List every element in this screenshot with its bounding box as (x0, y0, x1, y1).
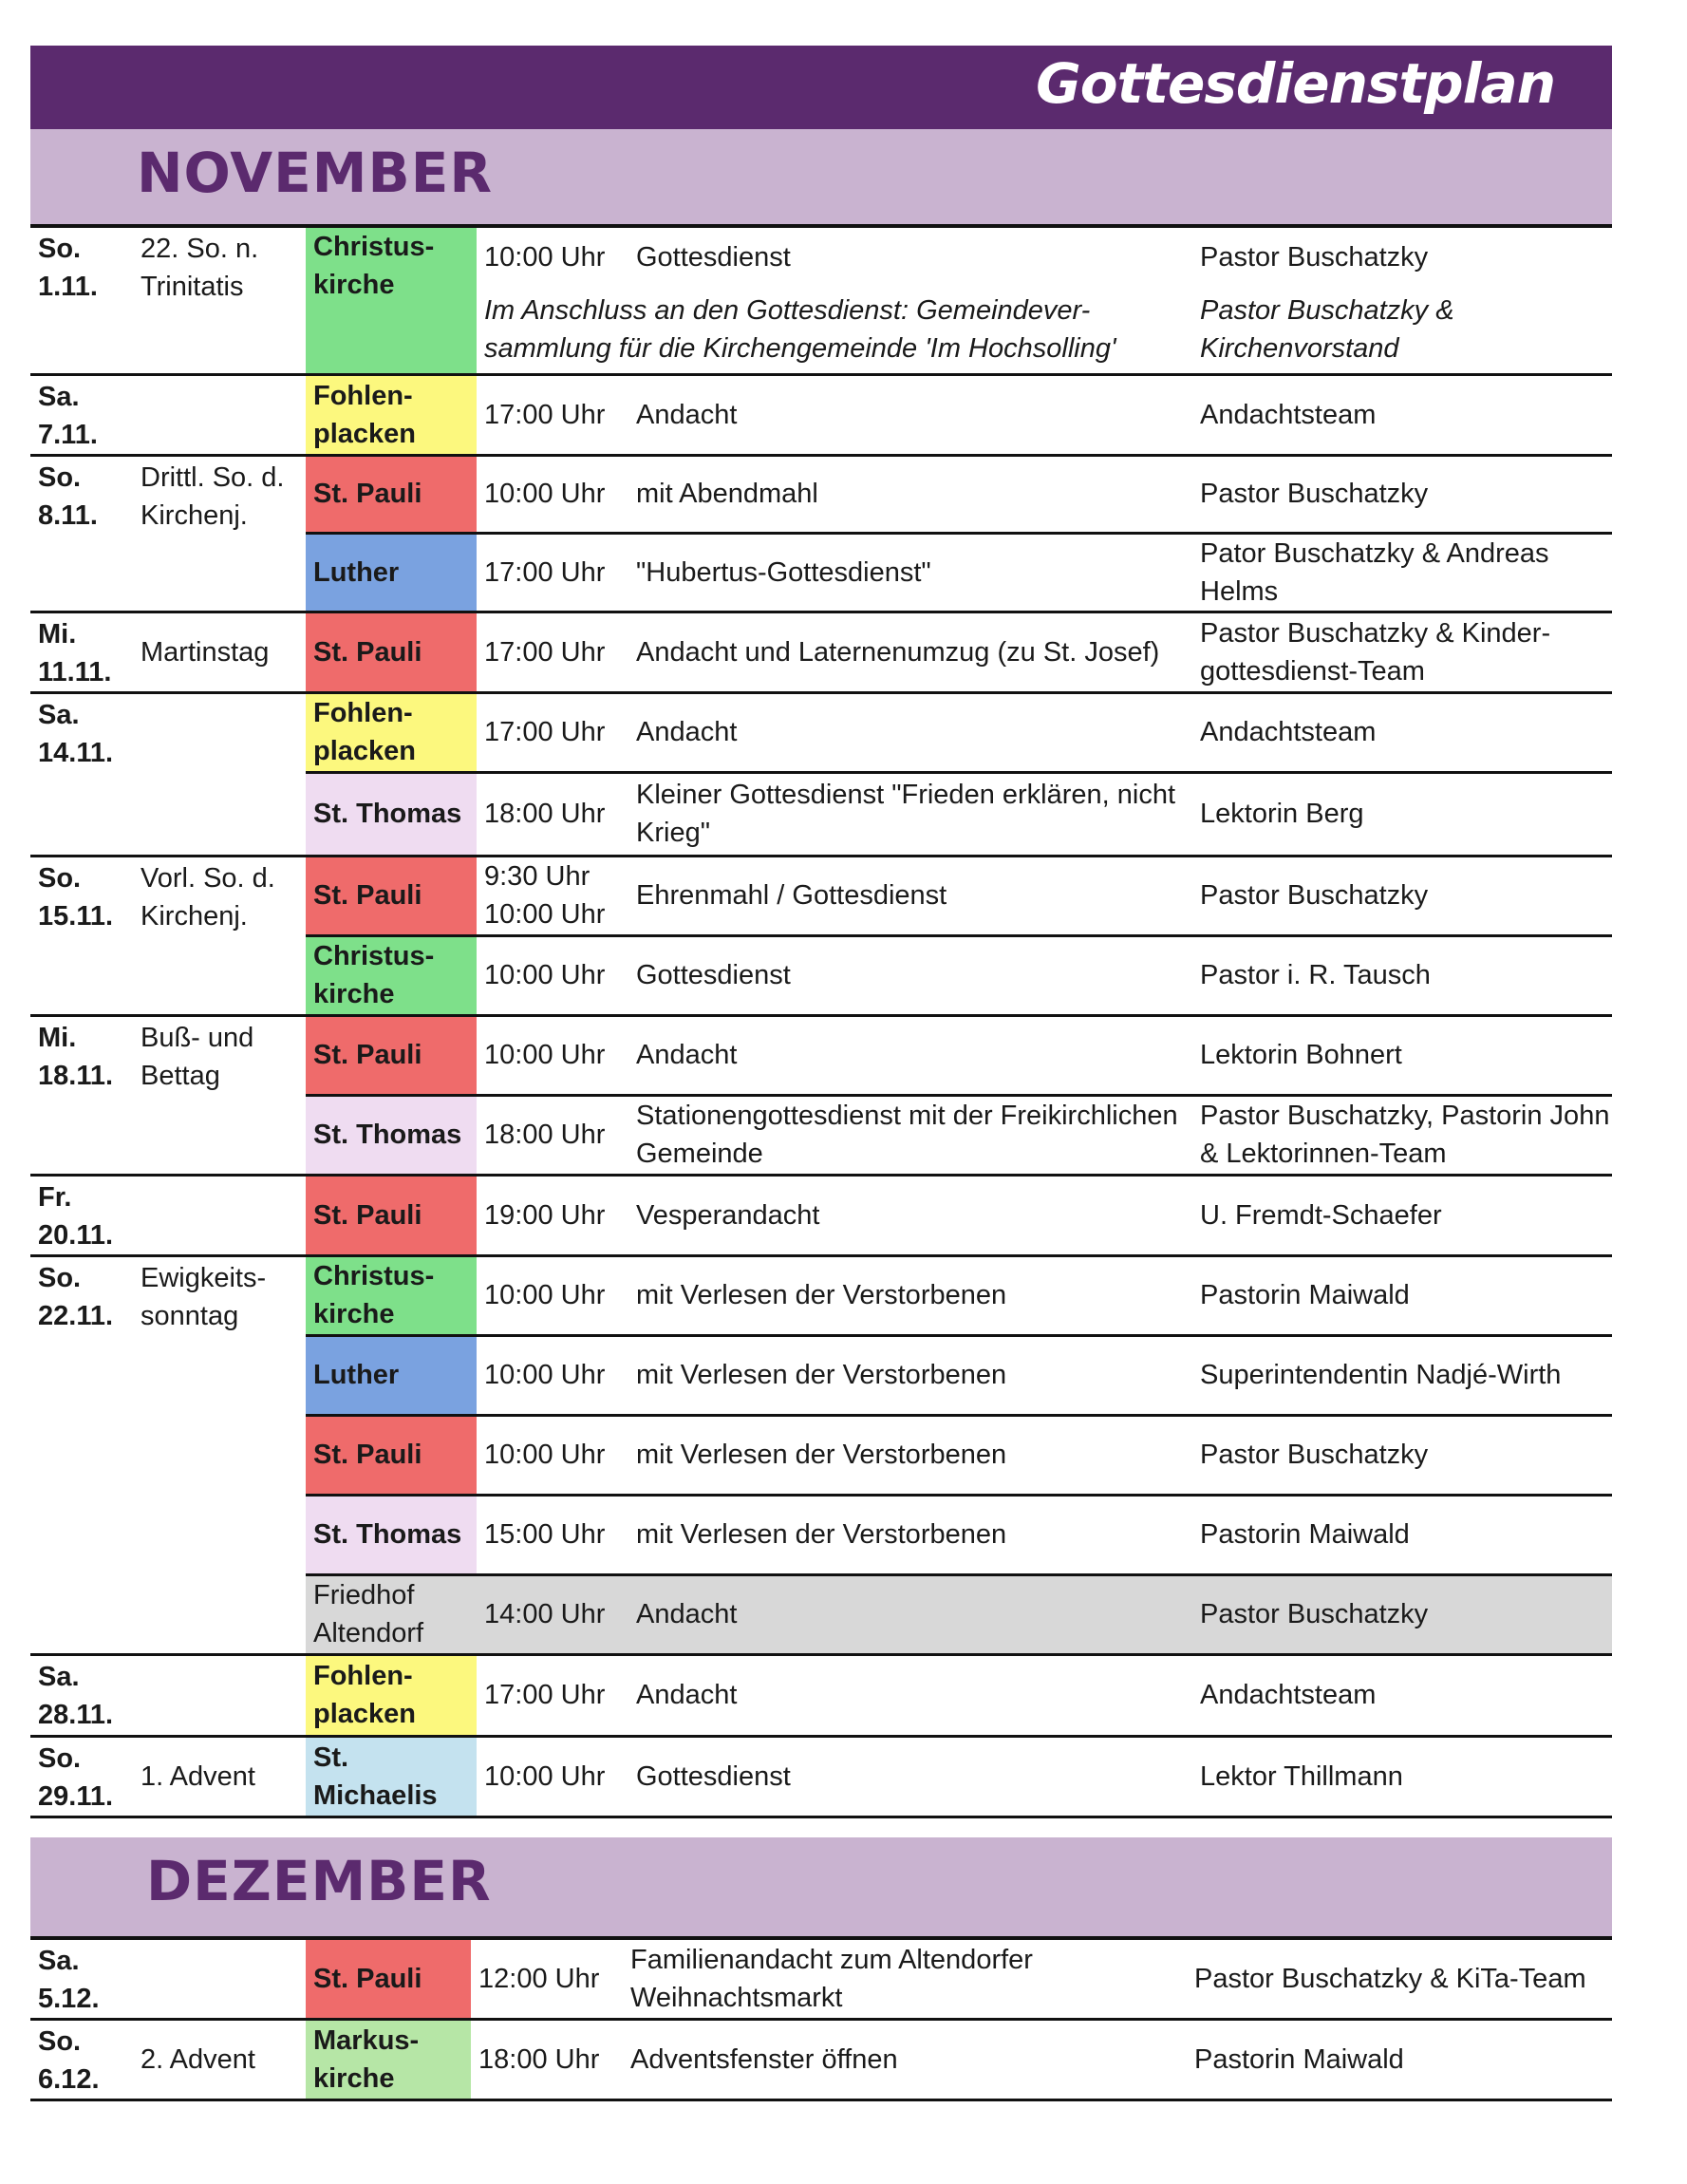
church-cell: St. Pauli (306, 1175, 477, 1255)
occasion-cell (133, 1175, 306, 1255)
table-row (30, 1654, 1612, 1736)
person-cell: Pastor Buschatzky (1192, 1574, 1612, 1654)
person-cell: Pastor Buschatzky (1192, 856, 1612, 935)
event-cell: Adventsfenster öffnen (623, 2020, 1187, 2100)
table-row (30, 612, 1612, 692)
table-row (30, 1255, 1612, 1335)
time-cell: 12:00 Uhr (471, 1940, 623, 2020)
time-cell: 17:00 Uhr (477, 374, 628, 455)
time-cell: 17:00 Uhr (477, 1654, 628, 1736)
time-cell: 17:00 Uhr (477, 612, 628, 692)
date-cell: Mi. 11.11. (30, 612, 133, 692)
church-cell: Fohlen-placken (306, 1654, 477, 1736)
table-row (30, 455, 1612, 533)
event-cell: Andacht und Laternenumzug (zu St. Josef) (628, 612, 1192, 692)
event-cell: "Hubertus-Gottesdienst" (628, 533, 1192, 612)
church-cell: St. Pauli (306, 856, 477, 935)
date-cell: Sa. 28.11. (30, 1654, 133, 1736)
event-cell: mit Abendmahl (628, 455, 1192, 533)
church-cell: Christus-kirche (306, 228, 477, 374)
date-cell: So. 6.12. (30, 2020, 133, 2100)
date-cell: Sa. 14.11. (30, 692, 133, 856)
person-cell: Lektorin Berg (1192, 772, 1612, 856)
event-cell: Andacht (628, 1654, 1192, 1736)
schedule-table-dezember (30, 1940, 1612, 2102)
time-cell: 10:00 Uhr (477, 1736, 628, 1817)
date-cell: So. 29.11. (30, 1736, 133, 1817)
table-row (30, 2020, 1612, 2100)
occasion-cell (133, 1940, 306, 2020)
time-cell: 17:00 Uhr (477, 533, 628, 612)
month-title: DEZEMBER (146, 1848, 492, 1913)
person-cell: Pastorin Maiwald (1192, 1495, 1612, 1574)
occasion-cell: Martinstag (133, 612, 306, 692)
event-cell: Andacht (628, 692, 1192, 772)
church-cell: Friedhof Altendorf (306, 1574, 477, 1654)
event-cell: Andacht (628, 1574, 1192, 1654)
church-cell: St. Thomas (306, 1095, 477, 1175)
occasion-cell: Ewigkeits-sonntag (133, 1255, 306, 1654)
time-cell: 15:00 Uhr (477, 1495, 628, 1574)
time-cell: 18:00 Uhr (471, 2020, 623, 2100)
date-cell: So. 15.11. (30, 856, 133, 1015)
church-cell: Fohlen-placken (306, 692, 477, 772)
person-cell: Pastor Buschatzky, Pastorin John & Lektorinnen-Team (1192, 1095, 1612, 1175)
event-cell: mit Verlesen der Verstorbenen (628, 1495, 1192, 1574)
event-cell: Andacht (628, 1015, 1192, 1095)
church-cell: Luther (306, 533, 477, 612)
occasion-cell (133, 1654, 306, 1736)
table-row (30, 228, 1612, 287)
date-cell: Sa. 7.11. (30, 374, 133, 455)
time-cell: 10:00 Uhr (484, 242, 606, 273)
church-cell: St. Pauli (306, 1415, 477, 1495)
church-cell: St. Thomas (306, 772, 477, 856)
church-cell: St. Pauli (306, 1015, 477, 1095)
table-row (30, 856, 1612, 935)
table-row (30, 692, 1612, 772)
time-cell: 10:00 Uhr (477, 1335, 628, 1415)
time-cell: 18:00 Uhr (477, 1095, 628, 1175)
person-cell: Pator Buschatzky & Andreas Helms (1192, 533, 1612, 612)
time-cell: 10:00 Uhr (477, 455, 628, 533)
table-row (30, 1175, 1612, 1255)
note-cell: Im Anschluss an den Gottesdienst: Gemeindever-sammlung für die Kirchengemeinde 'Im Hochsolling' (477, 287, 1192, 374)
occasion-cell (133, 374, 306, 455)
time-cell: 10:00 Uhr (477, 935, 628, 1015)
page-title: Gottesdienstplan (1036, 51, 1555, 116)
time-cell: 10:00 Uhr (477, 1255, 628, 1335)
event-cell: mit Verlesen der Verstorbenen (628, 1255, 1192, 1335)
table-row (30, 1940, 1612, 2020)
church-cell: St. Pauli (306, 612, 477, 692)
person-cell: Andachtsteam (1192, 374, 1612, 455)
person-cell: Lektorin Bohnert (1192, 1015, 1612, 1095)
person-cell: Pastorin Maiwald (1187, 2020, 1612, 2100)
date-cell: Mi. 18.11. (30, 1015, 133, 1175)
church-cell: Fohlen-placken (306, 374, 477, 455)
time-cell: 17:00 Uhr (477, 692, 628, 772)
church-cell: Markus-kirche (306, 2020, 471, 2100)
person-cell: Pastor Buschatzky (1192, 1415, 1612, 1495)
time-cell: 10:00 Uhr (477, 1415, 628, 1495)
person-cell: Pastor Buschatzky (1200, 242, 1429, 273)
event-cell: mit Verlesen der Verstorbenen (628, 1415, 1192, 1495)
title-banner (30, 46, 1612, 129)
event-cell: Gottesdienst (628, 1736, 1192, 1817)
table-row (30, 374, 1612, 455)
event-cell: Ehrenmahl / Gottesdienst (628, 856, 1192, 935)
month-header-november (30, 129, 1612, 228)
church-cell: St. Pauli (306, 1940, 471, 2020)
event-cell: Andacht (628, 374, 1192, 455)
event-cell: Familienandacht zum Altendorfer Weihnachtsmarkt (623, 1940, 1187, 2020)
time-cell: 18:00 Uhr (477, 772, 628, 856)
time-cell: 10:00 Uhr (477, 1015, 628, 1095)
table-row (30, 1736, 1612, 1817)
person-cell: Pastor Buschatzky (1192, 455, 1612, 533)
church-cell: St. Pauli (306, 455, 477, 533)
event-cell: mit Verlesen der Verstorbenen (628, 1335, 1192, 1415)
time-cell: 14:00 Uhr (477, 1574, 628, 1654)
occasion-cell: 2. Advent (133, 2020, 306, 2100)
occasion-cell: 1. Advent (133, 1736, 306, 1817)
date-cell: Fr. 20.11. (30, 1175, 133, 1255)
date-cell: So. 8.11. (30, 455, 133, 612)
table-row (30, 1015, 1612, 1095)
person-cell: Pastor Buschatzky & Kinder-gottesdienst-Team (1192, 612, 1612, 692)
event-cell: Vesperandacht (628, 1175, 1192, 1255)
date-cell: Sa. 5.12. (30, 1940, 133, 2020)
person-cell: Andachtsteam (1192, 1654, 1612, 1736)
person-cell: U. Fremdt-Schaefer (1192, 1175, 1612, 1255)
occasion-cell: Buß- und Bettag (133, 1015, 306, 1175)
schedule-table-november (30, 228, 1612, 1818)
person-cell: Pastor Buschatzky & KiTa-Team (1187, 1940, 1612, 2020)
event-cell: Stationengottesdienst mit der Freikirchlichen Gemeinde (628, 1095, 1192, 1175)
occasion-cell: Vorl. So. d. Kirchenj. (133, 856, 306, 1015)
event-cell: Kleiner Gottesdienst "Frieden erklären, nicht Krieg" (628, 772, 1192, 856)
time-cell: 9:30 Uhr 10:00 Uhr (477, 856, 628, 935)
time-cell: 19:00 Uhr (477, 1175, 628, 1255)
church-cell: St. Thomas (306, 1495, 477, 1574)
person-cell: Superintendentin Nadjé-Wirth (1192, 1335, 1612, 1415)
occasion-cell: Drittl. So. d. Kirchenj. (133, 455, 306, 612)
occasion-cell (133, 692, 306, 856)
church-cell: Christus-kirche (306, 935, 477, 1015)
event-cell: Gottesdienst (628, 935, 1192, 1015)
person-cell: Andachtsteam (1192, 692, 1612, 772)
person-cell: Pastor i. R. Tausch (1192, 935, 1612, 1015)
occasion-cell: 22. So. n. Trinitatis (133, 228, 306, 374)
month-title: NOVEMBER (137, 141, 494, 205)
church-cell: St. Michaelis (306, 1736, 477, 1817)
event-cell: Gottesdienst (636, 242, 791, 273)
person-cell: Lektor Thillmann (1192, 1736, 1612, 1817)
date-cell: So. 22.11. (30, 1255, 133, 1654)
church-cell: Christus-kirche (306, 1255, 477, 1335)
church-cell: Luther (306, 1335, 477, 1415)
note-person-cell: Pastor Buschatzky & Kirchenvorstand (1192, 287, 1612, 374)
date-cell: So. 1.11. (30, 228, 133, 374)
month-header-dezember (30, 1837, 1612, 1940)
person-cell: Pastorin Maiwald (1192, 1255, 1612, 1335)
